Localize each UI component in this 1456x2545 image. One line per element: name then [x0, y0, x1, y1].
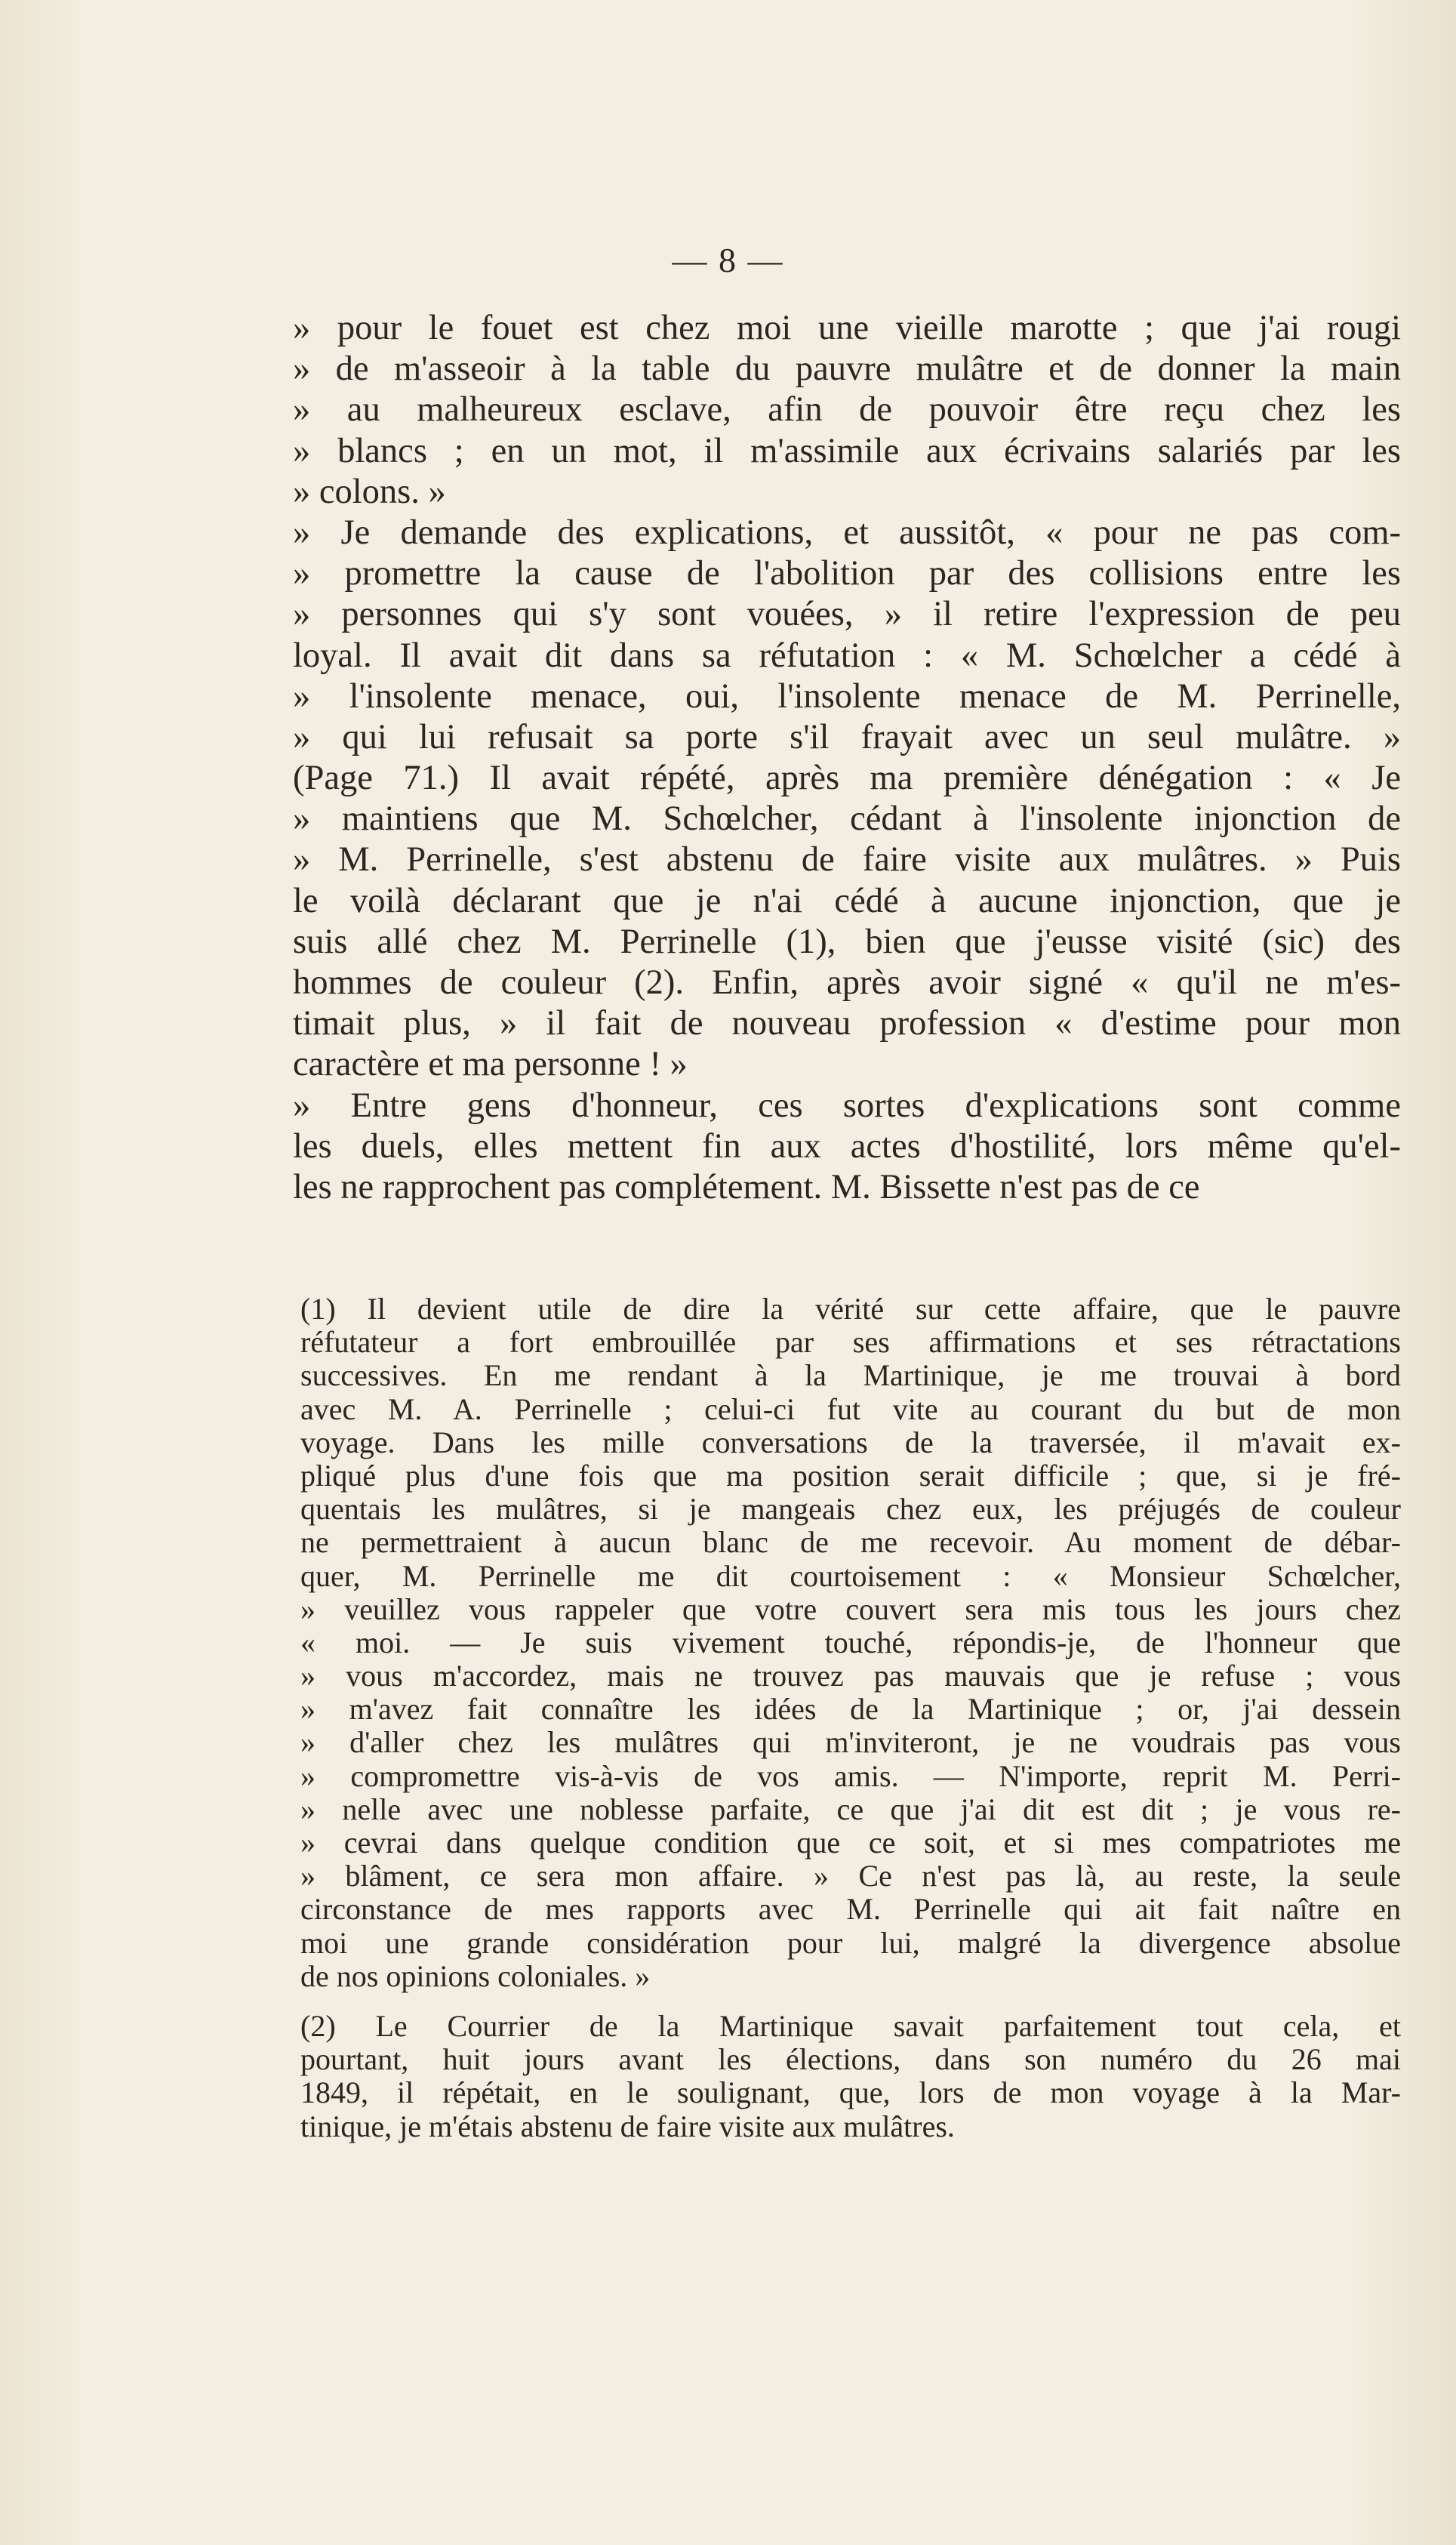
- footnote-line: avec M. A. Perrinelle ; celui-ci fut vite au courant du but de mon: [300, 1391, 1401, 1426]
- footnote-line: quer, M. Perrinelle me dit courtoisement : « Monsieur Schœlcher,: [300, 1558, 1401, 1593]
- footnote-line: tinique, je m'étais abstenu de faire visite aux mulâtres.: [300, 2109, 955, 2143]
- text-line: » promettre la cause de l'abolition par des collisions entre les: [293, 554, 1401, 593]
- footnote-line: de nos opinions coloniales. »: [300, 1958, 651, 1993]
- text-line: » personnes qui s'y sont vouées, » il retire l'expression de peu: [293, 595, 1401, 634]
- footnote-line: réfutateur a fort embrouillée par ses affirmations et ses rétractations: [300, 1325, 1401, 1360]
- text-line: » maintiens que M. Schœlcher, cédant à l'insolente injonction de: [293, 800, 1401, 839]
- footnote-line: successives. En me rendant à la Martinique, je me trouvai à bord: [300, 1358, 1401, 1393]
- text-line: timait plus, » il fait de nouveau profession « d'estime pour mon: [293, 1004, 1401, 1043]
- text-line: hommes de couleur (2). Enfin, après avoir signé « qu'il ne m'es-: [293, 963, 1401, 1002]
- text-line: » qui lui refusait sa porte s'il frayait avec un seul mulâtre. »: [293, 717, 1401, 756]
- footnote-line: pliqué plus d'une fois que ma position serait difficile ; que, si je fré-: [300, 1458, 1401, 1493]
- text-line: suis allé chez M. Perrinelle (1), bien que j'eusse visité (sic) des: [293, 922, 1401, 961]
- text-line: » l'insolente menace, oui, l'insolente menace de M. Perrinelle,: [293, 676, 1401, 716]
- text-line: » M. Perrinelle, s'est abstenu de faire visite aux mulâtres. » Puis: [293, 840, 1401, 880]
- footnote-line: ne permettraient à aucun blanc de me recevoir. Au moment de débar-: [300, 1525, 1401, 1560]
- footnote-line: 1849, il répétait, en le soulignant, que, lors de mon voyage à la Mar-: [300, 2075, 1401, 2110]
- footnote-line: quentais les mulâtres, si je mangeais chez eux, les préjugés de couleur: [300, 1492, 1401, 1527]
- footnote-line: » blâment, ce sera mon affaire. » Ce n'est pas là, au reste, la seule: [300, 1859, 1401, 1893]
- footnote-line: » d'aller chez les mulâtres qui m'inviteront, je ne voudrais pas vous: [300, 1725, 1401, 1760]
- footnote-line: » compromettre vis-à-vis de vos amis. — N'importe, reprit M. Perri-: [300, 1758, 1401, 1793]
- footnote-line: « moi. — Je suis vivement touché, répondis-je, de l'honneur que: [300, 1625, 1401, 1659]
- text-line: » pour le fouet est chez moi une vieille marotte ; que j'ai rougi: [293, 309, 1401, 347]
- footnote-line: » cevrai dans quelque condition que ce soit, et si mes compatriotes me: [300, 1826, 1401, 1859]
- footnote-line: » m'avez fait connaître les idées de la Martinique ; or, j'ai dessein: [300, 1692, 1401, 1727]
- footnote-line: » veuillez vous rappeler que votre couvert sera mis tous les jours chez: [300, 1591, 1401, 1626]
- text-line: » Je demande des explications, et aussitôt, « pour ne pas com-: [293, 513, 1401, 552]
- text-line: caractère et ma personne ! »: [293, 1045, 688, 1084]
- text-line: » Entre gens d'honneur, ces sortes d'explications sont comme: [293, 1086, 1401, 1125]
- footnotes: [300, 1293, 1401, 2143]
- text-line: » colons. »: [293, 472, 446, 511]
- footnote-line: pourtant, huit jours avant les élections, dans son numéro du 26 mai: [300, 2042, 1401, 2077]
- text-line: » de m'asseoir à la table du pauvre mulâtre et de donner la main: [293, 350, 1401, 389]
- footnote-line: (2) Le Courrier de la Martinique savait parfaitement tout cela, et: [300, 2008, 1401, 2043]
- footnote-line: circonstance de mes rapports avec M. Perrinelle qui ait fait naître en: [300, 1892, 1401, 1927]
- footnote-line: voyage. Dans les mille conversations de la traversée, il m'avait ex-: [300, 1425, 1401, 1459]
- text-line: » blancs ; en un mot, il m'assimile aux écrivains salariés par les: [293, 431, 1401, 470]
- main-text: [293, 308, 1401, 1208]
- text-line: » au malheureux esclave, afin de pouvoir être reçu chez les: [293, 390, 1401, 430]
- page-number: — 8 —: [672, 241, 784, 279]
- footnote-line: (1) Il devient utile de dire la vérité sur cette affaire, que le pauvre: [300, 1292, 1401, 1326]
- footnote-line: » vous m'accordez, mais ne trouvez pas mauvais que je refuse ; vous: [300, 1659, 1401, 1693]
- text-line: (Page 71.) Il avait répété, après ma première dénégation : « Je: [293, 759, 1401, 798]
- footnote-spacer: [300, 1993, 1401, 2010]
- footnote-line: » nelle avec une noblesse parfaite, ce que j'ai dit est dit ; je vous re-: [300, 1792, 1401, 1826]
- text-line: le voilà déclarant que je n'ai cédé à aucune injonction, que je: [293, 881, 1401, 920]
- footnote-line: moi une grande considération pour lui, malgré la divergence absolue: [300, 1925, 1401, 1960]
- text-line: les duels, elles mettent fin aux actes d'hostilité, lors même qu'el-: [293, 1126, 1401, 1166]
- text-line: les ne rapprochent pas complétement. M. Bissette n'est pas de ce: [293, 1167, 1200, 1206]
- text-line: loyal. Il avait dit dans sa réfutation : « M. Schœlcher a cédé à: [293, 636, 1401, 675]
